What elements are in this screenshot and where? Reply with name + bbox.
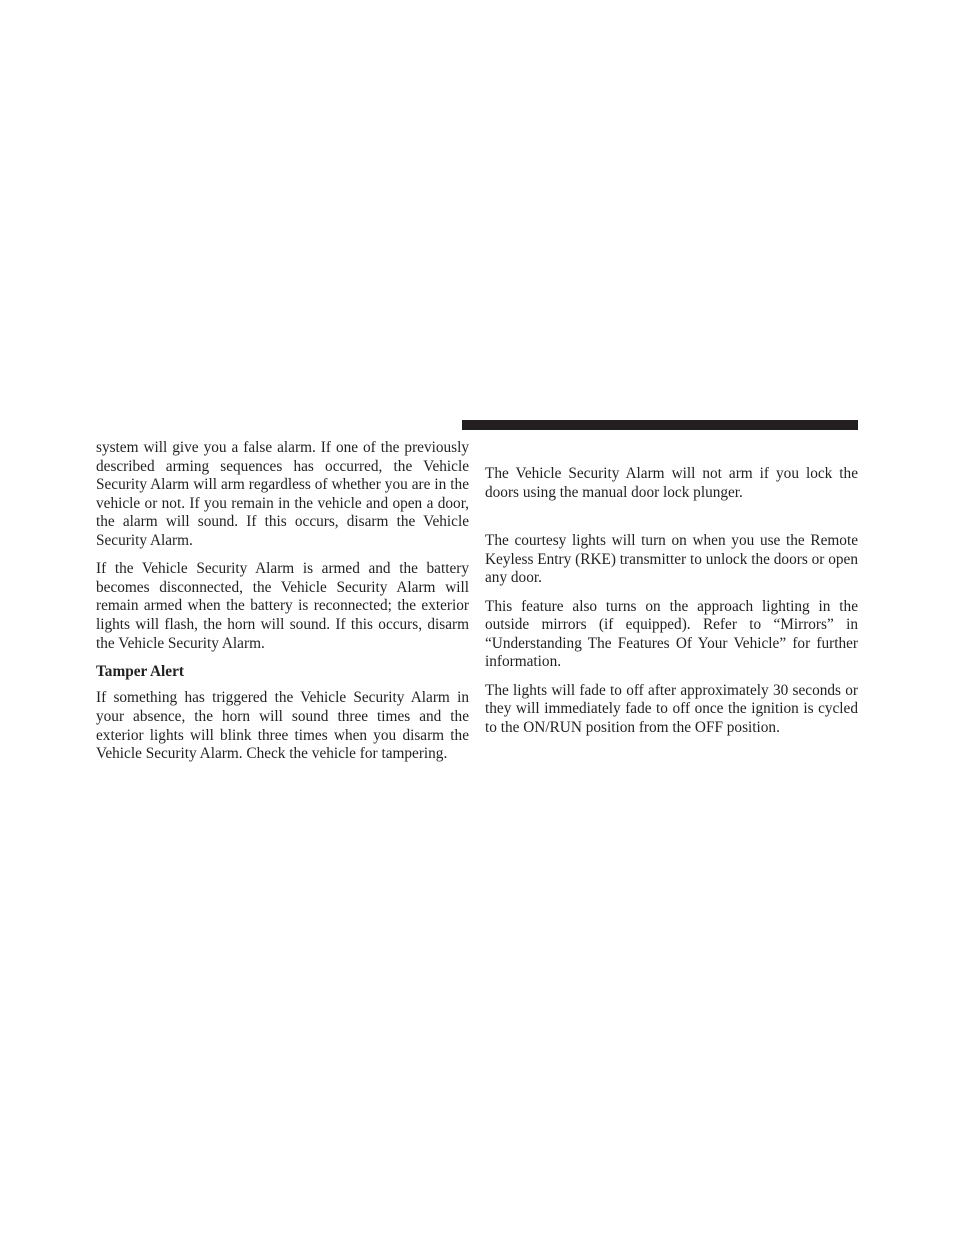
paragraph-lights-fade: The lights will fade to off after approximately 30 seconds or they will immediately fade to off once the ignition is cycled to the ON/RUN position from the OFF position.	[485, 681, 858, 736]
heading-tamper-alert: Tamper Alert	[96, 662, 184, 680]
left-column	[96, 439, 469, 773]
paragraph-courtesy-lights: The courtesy lights will turn on when you use the Remote Keyless Entry (RKE) transmitter to unlock the doors or open any door.	[485, 532, 858, 587]
paragraph-tamper-alert: If something has triggered the Vehicle Security Alarm in your absence, the horn will sound three times and the exterior lights will blink three times when you disarm the Vehicle Security Alarm. Check the vehicle for tampering.	[96, 689, 469, 763]
paragraph-approach-lighting: This feature also turns on the approach lighting in the outside mirrors (if equipped). Refer to “Mirrors” in “Understanding The Features Of Your Vehicle” for further information.	[485, 597, 858, 671]
right-column	[485, 465, 858, 747]
paragraph-false-alarm: system will give you a false alarm. If one of the previously described arming sequences has occurred, the Vehicle Security Alarm will arm regardless of whether you are in the vehicle or not. If you remain in the vehicle and open a door, the alarm will sound. If this occurs, disarm the Vehicle Security Alarm.	[96, 439, 469, 549]
paragraph-battery-disconnected: If the Vehicle Security Alarm is armed and the battery becomes disconnected, the Vehicle Security Alarm will remain armed when the battery is reconnected; the exterior lights will flash, the horn will sound. If this occurs, disarm the Vehicle Security Alarm.	[96, 560, 469, 652]
paragraph-manual-lock: The Vehicle Security Alarm will not arm if you lock the doors using the manual door lock plunger.	[485, 465, 858, 501]
section-header-bar	[462, 420, 858, 430]
